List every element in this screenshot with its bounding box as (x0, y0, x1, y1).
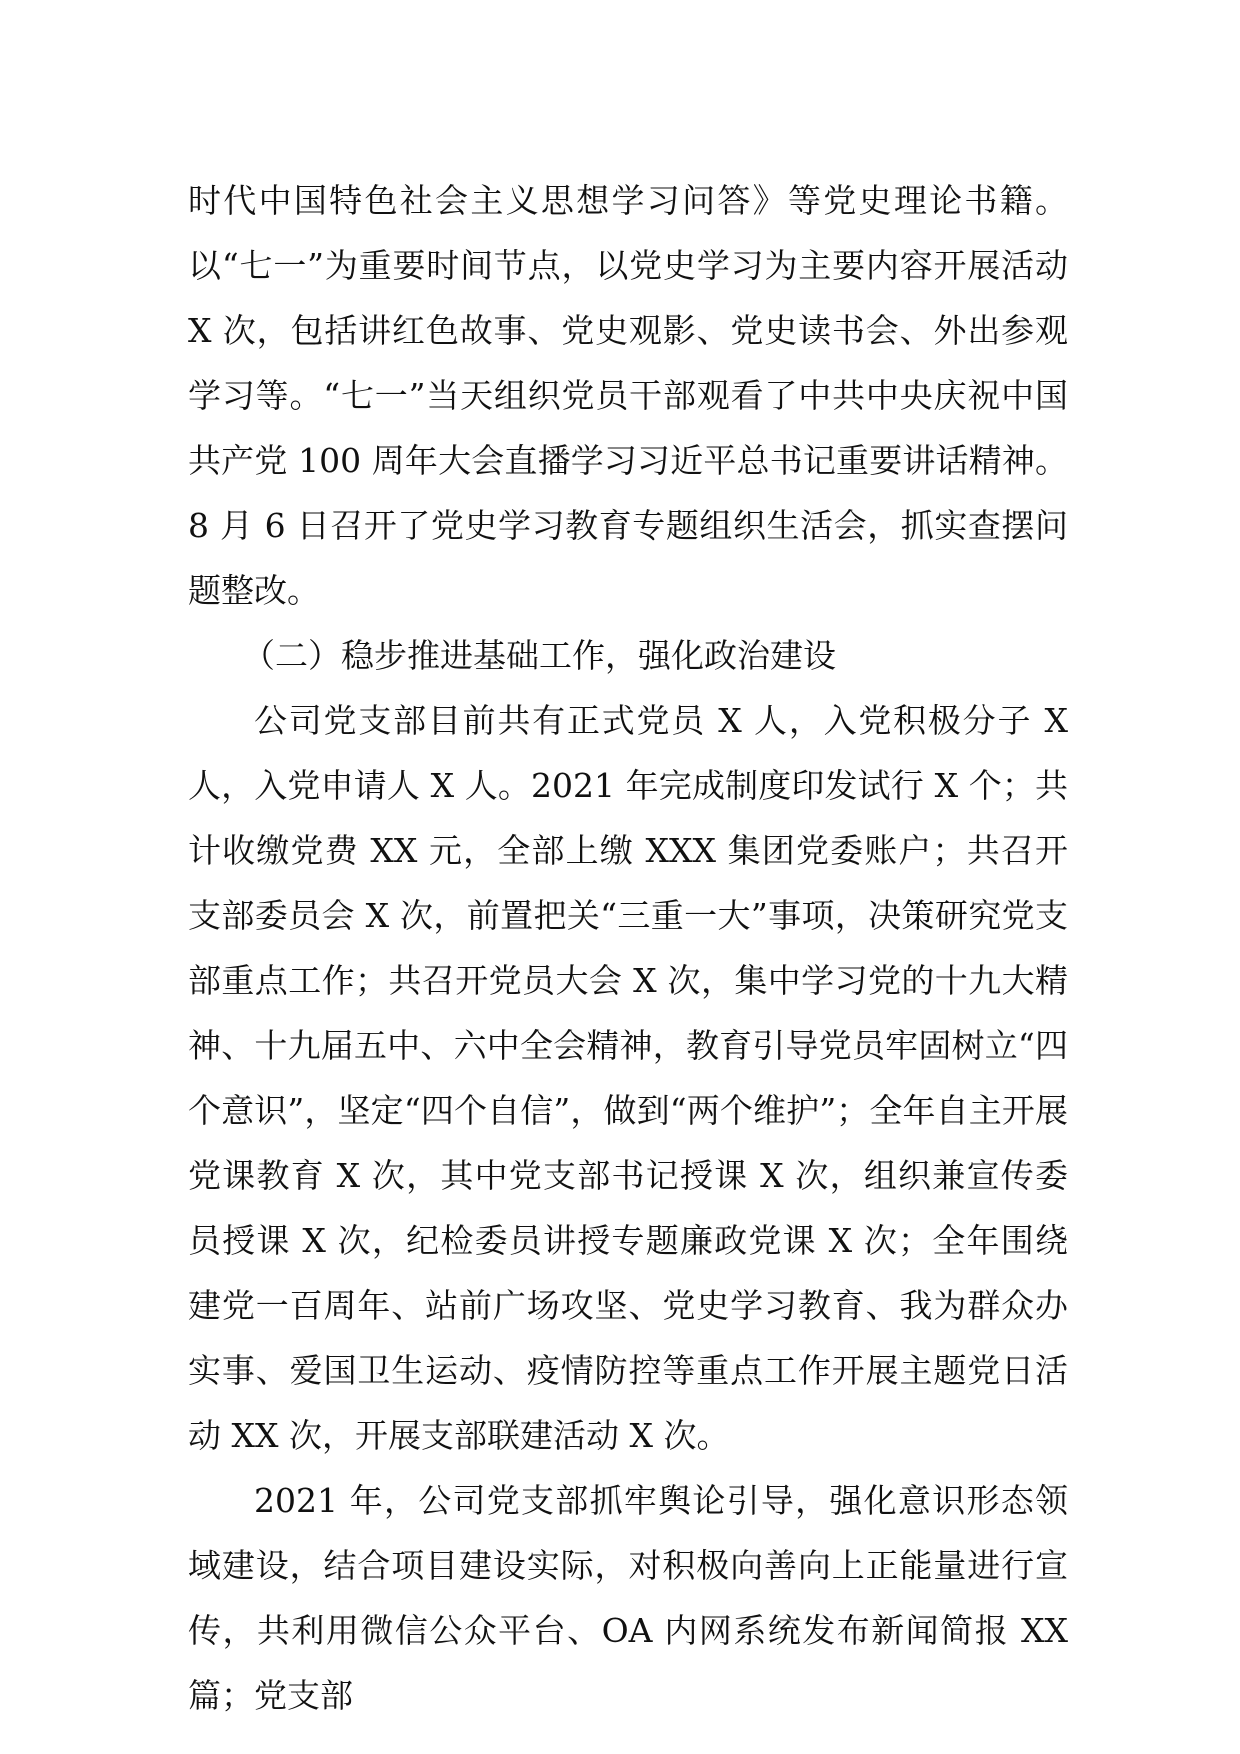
document-body (188, 168, 1068, 1728)
paragraph-public-opinion: 2021 年，公司党支部抓牢舆论引导，强化意识形态领域建设，结合项目建设实际，对积极向善向上正能量进行宣传，共利用微信公众平台、OA 内网系统发布新闻简报 XX 篇；党支部 (188, 1481, 1068, 1715)
paragraph-party-history-activities: 时代中国特色社会主义思想学习问答》等党史理论书籍。以“七一”为重要时间节点，以党史学习为主要内容开展活动 X 次，包括讲红色故事、党史观影、党史读书会、外出参观学习等。“七一”当天组织党员干部观看了中共中央庆祝中国共产党 100 周年大会直播学习习近平总书记重要讲话精神。8 月 6 日召开了党史学习教育专题组织生活会，抓实查摆问题整改。 (188, 181, 1068, 610)
paragraph-branch-statistics: 公司党支部目前共有正式党员 X 人，入党积极分子 X 人，入党申请人 X 人。2021 年完成制度印发试行 X 个；共计收缴党费 XX 元，全部上缴 XXX 集团党委账户；共召开支部委员会 X 次，前置把关“三重一大”事项，决策研究党支部重点工作；共召开党员大会 X 次，集中学习党的十九大精神、十九届五中、六中全会精神，教育引导党员牢固树立“四个意识”，坚定“四个自信”，做到“两个维护”；全年自主开展党课教育 X 次，其中党支部书记授课 X 次，组织兼宣传委员授课 X 次，纪检委员讲授专题廉政党课 X 次；全年围绕建党一百周年、站前广场攻坚、党史学习教育、我为群众办实事、爱国卫生运动、疫情防控等重点工作开展主题党日活动 XX 次，开展支部联建活动 X 次。 (188, 701, 1068, 1455)
section-heading-basic-work: （二）稳步推进基础工作，强化政治建设 (242, 636, 836, 675)
